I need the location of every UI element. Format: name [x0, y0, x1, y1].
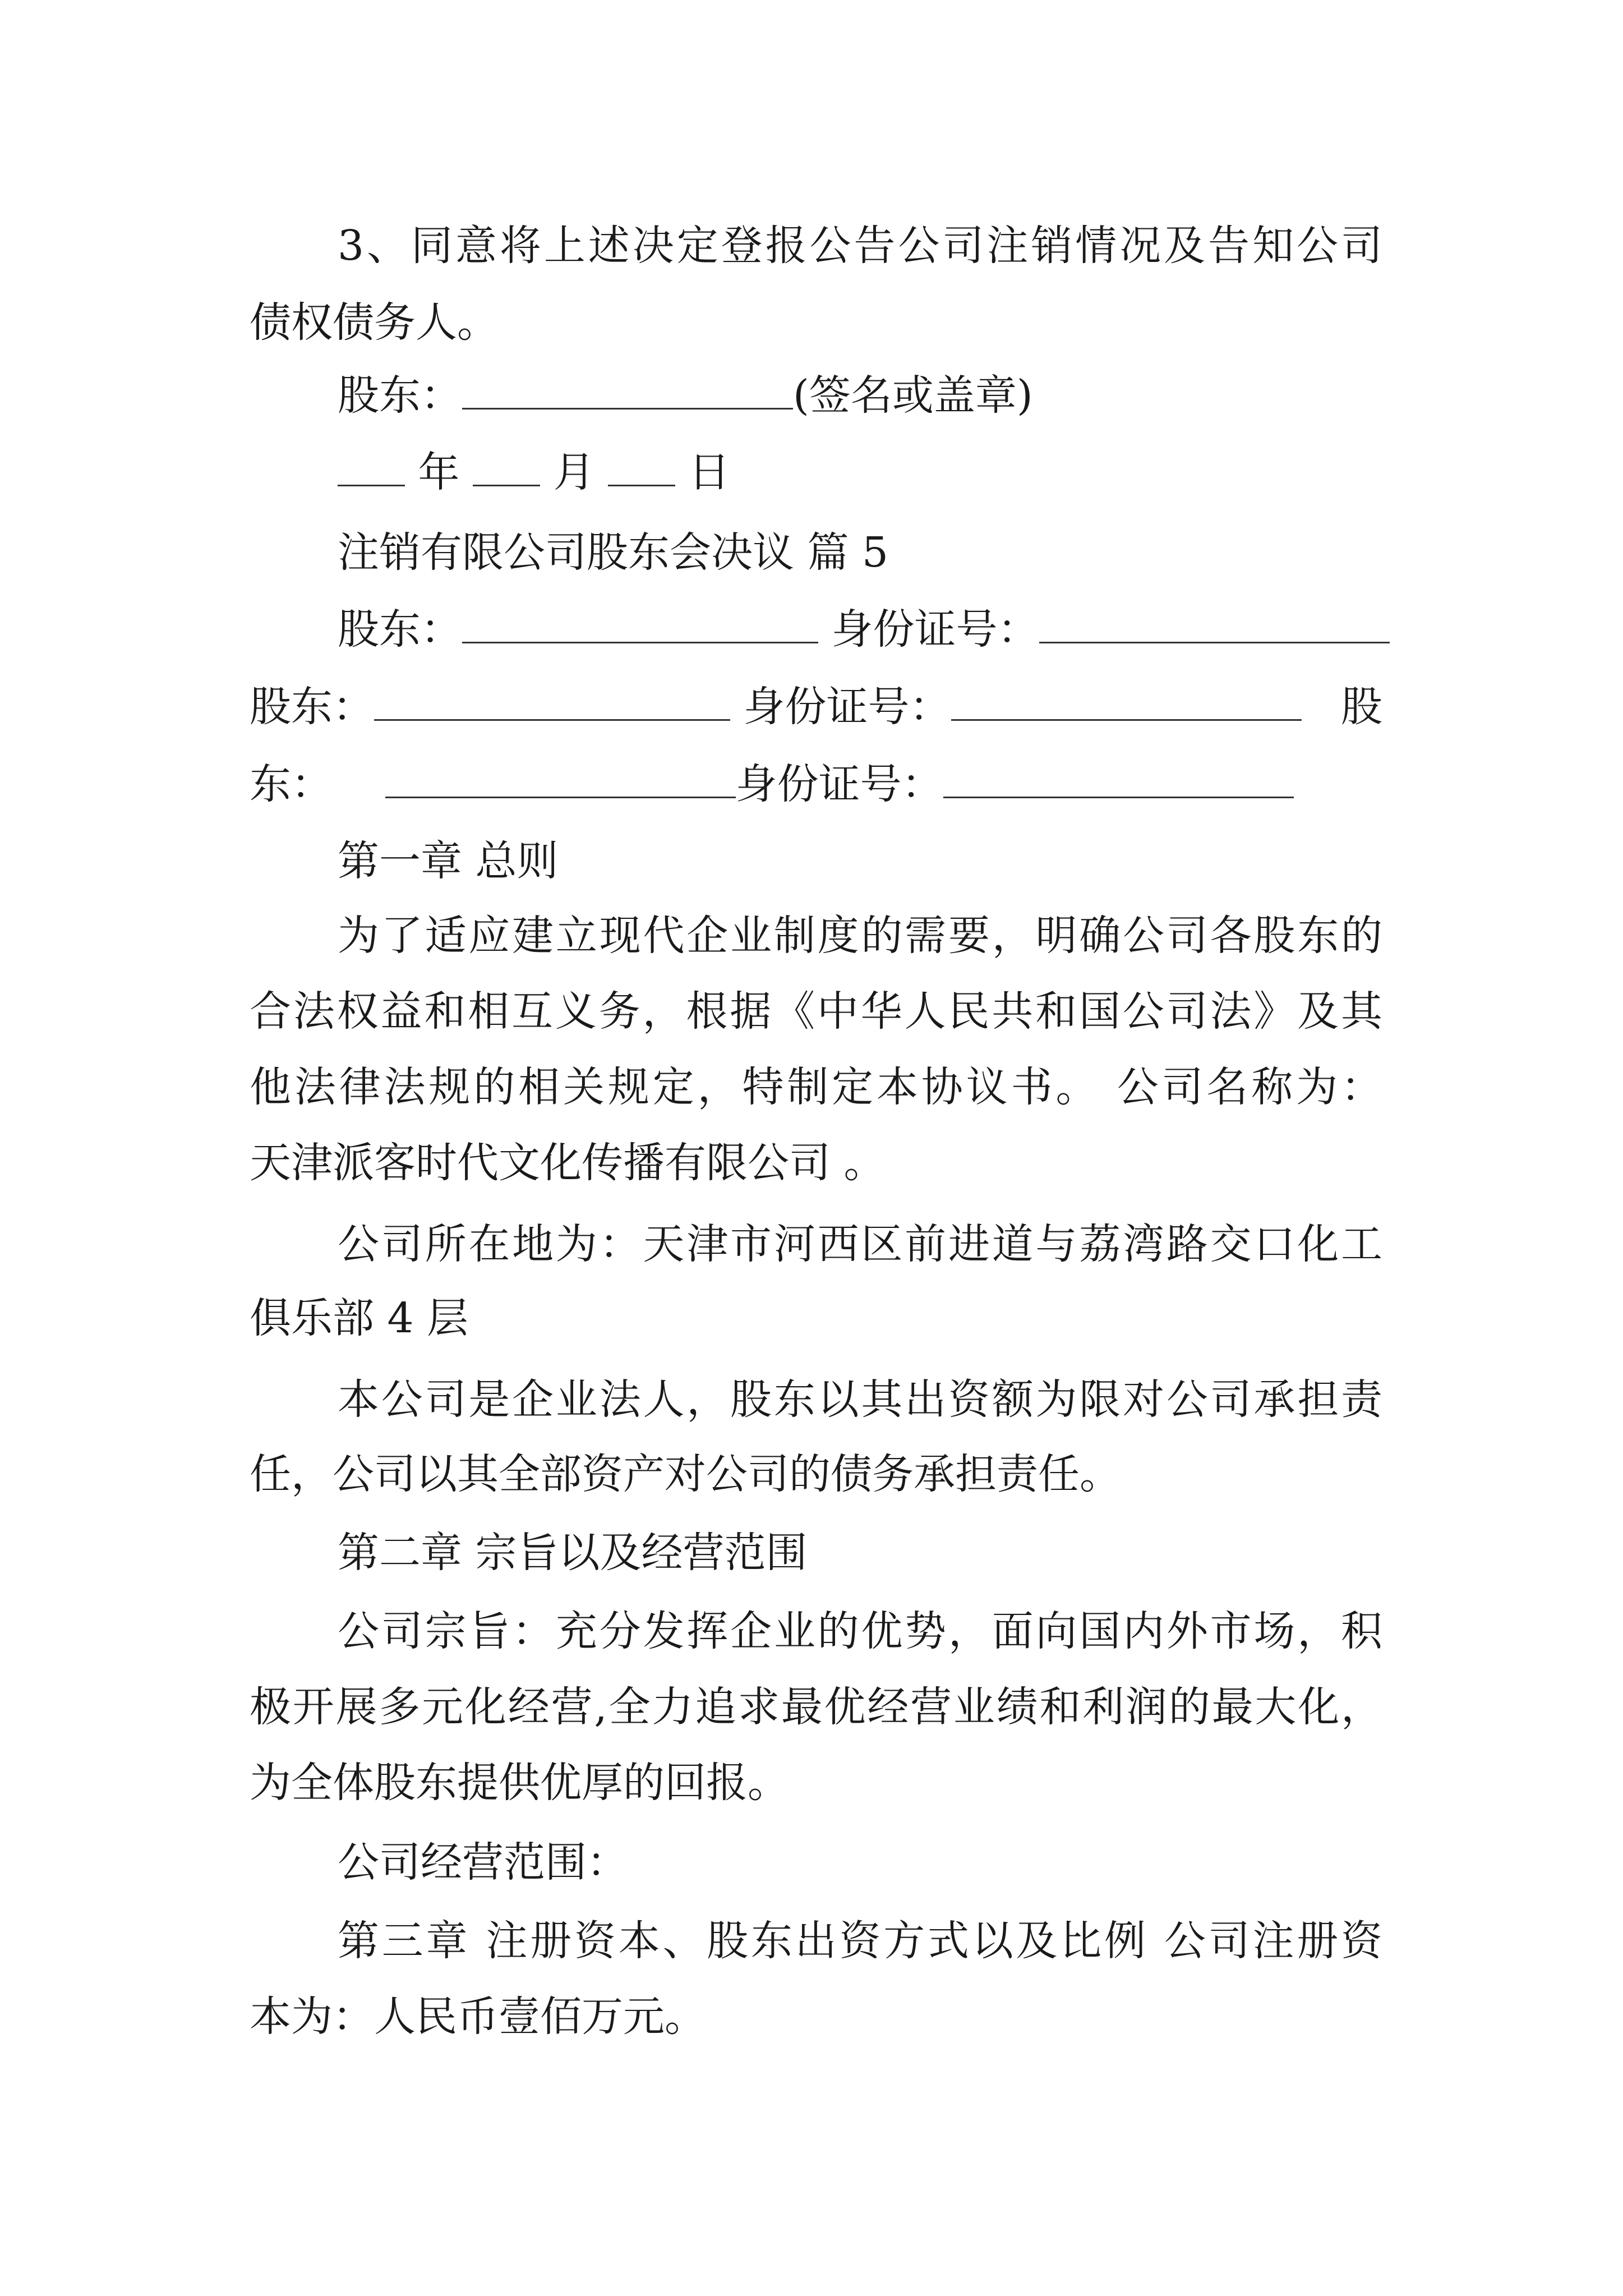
- shareholder-label: 股东：: [338, 371, 462, 420]
- signature-blank: [462, 369, 793, 409]
- text-line: 任，公司以其全部资产对公司的债务承担责任。: [250, 1450, 1121, 1498]
- text-line: 为全体股东提供优厚的回报。: [250, 1759, 789, 1807]
- shareholder-label: 股东：: [338, 605, 462, 654]
- text-line: 天津派客时代文化传播有限公司 。: [250, 1139, 886, 1187]
- signature-line: [338, 367, 1382, 424]
- text-line: 极开展多元化经营,全力追求最优经营业绩和利润的最大化，: [250, 1683, 1382, 1731]
- text-line: 本为：人民币壹佰万元。: [250, 1993, 706, 2041]
- id-label: 身份证号：: [743, 683, 951, 731]
- signature-note: (签名或盖章): [793, 371, 1033, 420]
- shareholder-row: [338, 601, 1382, 657]
- id-blank: [1039, 602, 1390, 643]
- month-label: 月: [553, 448, 595, 496]
- chapter-heading: 第一章 总则: [338, 837, 559, 885]
- shareholder-label: 股东：: [250, 683, 374, 731]
- year-blank: [338, 445, 405, 486]
- shareholder-row: [250, 756, 1382, 812]
- shareholder-label-part: 东：: [250, 760, 333, 808]
- shareholder-blank: [385, 757, 736, 798]
- shareholder-row: [250, 679, 1382, 735]
- id-label: 身份证号：: [735, 760, 943, 808]
- section-title: 注销有限公司股东会决议 篇 5: [338, 528, 889, 577]
- id-blank: [951, 680, 1302, 721]
- text-line: 合法权益和相互义务，根据《中华人民共和国公司法》及其: [250, 987, 1382, 1036]
- id-label: 身份证号：: [831, 605, 1039, 654]
- chapter-heading: 第二章 宗旨以及经营范围: [338, 1529, 808, 1577]
- shareholder-blank: [374, 680, 730, 721]
- day-label: 日: [688, 448, 730, 496]
- shareholder-blank: [462, 602, 818, 643]
- date-line: [338, 444, 1382, 500]
- text-line: 为了适应建立现代企业制度的需要，明确公司各股东的: [338, 912, 1382, 960]
- text-line: 公司宗旨：充分发挥企业的优势，面向国内外市场，积: [338, 1607, 1382, 1655]
- text-line: 第三章 注册资本、股东出资方式以及比例 公司注册资: [338, 1917, 1382, 1965]
- month-blank: [473, 445, 540, 486]
- text-line: 债权债务人。: [250, 298, 499, 347]
- text-line: 3、同意将上述决定登报公告公司注销情况及告知公司: [338, 222, 1382, 270]
- year-label: 年: [418, 448, 460, 496]
- day-blank: [608, 445, 675, 486]
- text-line: 俱乐部 4 层: [250, 1294, 469, 1342]
- text-line: 他法律法规的相关规定，特制定本协议书。 公司名称为：: [250, 1063, 1382, 1111]
- id-blank: [943, 757, 1294, 798]
- shareholder-label-part: 股: [1341, 683, 1382, 731]
- text-line: 公司所在地为：天津市河西区前进道与荔湾路交口化工: [338, 1220, 1382, 1268]
- text-line: 公司经营范围：: [338, 1838, 628, 1887]
- text-line: 本公司是企业法人，股东以其出资额为限对公司承担责: [338, 1375, 1382, 1424]
